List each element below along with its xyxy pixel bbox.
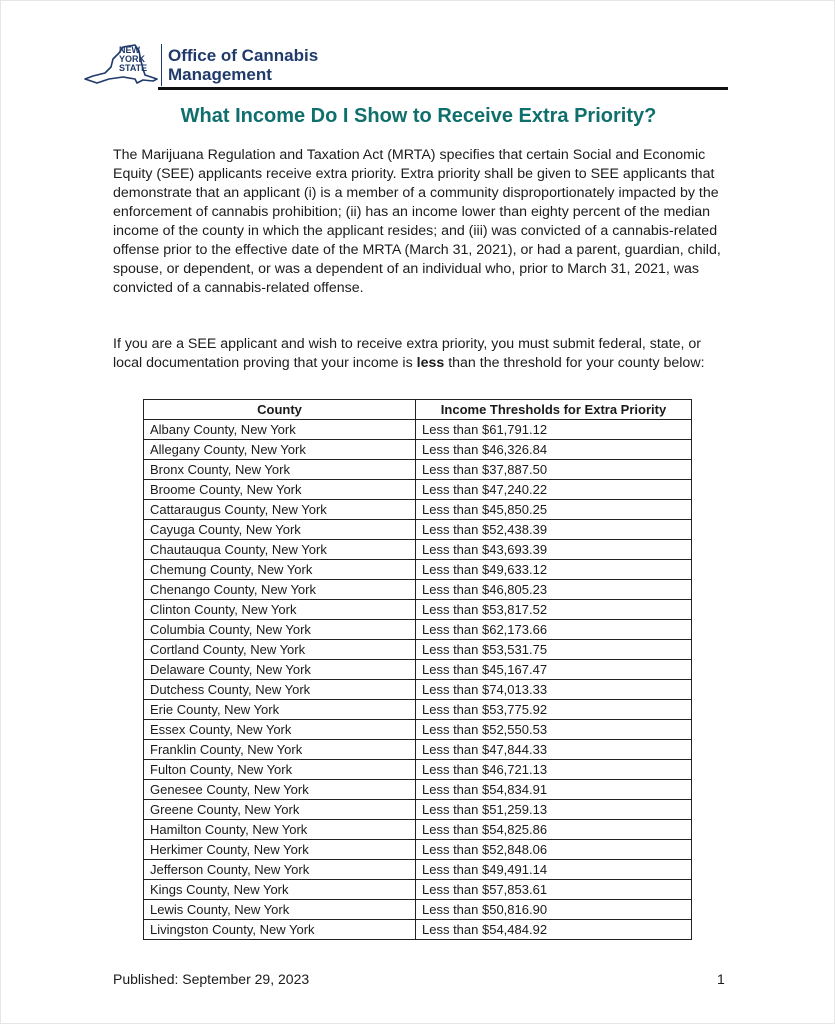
county-cell: Albany County, New York <box>144 420 416 440</box>
office-name-line-2: Management <box>168 65 272 84</box>
table-row <box>144 820 692 840</box>
income-threshold-table <box>143 399 692 940</box>
county-cell: Erie County, New York <box>144 700 416 720</box>
county-cell: Cattaraugus County, New York <box>144 500 416 520</box>
table-row <box>144 720 692 740</box>
instructions-text-before: If you are a SEE applicant and wish to receive extra priority, you must submit federal, state, or local documentation proving that your income is <box>113 336 702 371</box>
county-cell: Herkimer County, New York <box>144 840 416 860</box>
table-row <box>144 680 692 700</box>
threshold-cell: Less than $46,721.13 <box>416 760 692 780</box>
threshold-cell: Less than $47,240.22 <box>416 480 692 500</box>
table-row <box>144 740 692 760</box>
threshold-cell: Less than $46,805.23 <box>416 580 692 600</box>
threshold-cell: Less than $52,550.53 <box>416 720 692 740</box>
table-row <box>144 560 692 580</box>
county-cell: Hamilton County, New York <box>144 820 416 840</box>
table-row <box>144 760 692 780</box>
state-logo-text <box>119 46 147 73</box>
instructions-paragraph <box>113 335 721 373</box>
table-row <box>144 880 692 900</box>
threshold-cell: Less than $43,693.39 <box>416 540 692 560</box>
threshold-cell: Less than $57,853.61 <box>416 880 692 900</box>
threshold-cell: Less than $53,531.75 <box>416 640 692 660</box>
table-row <box>144 660 692 680</box>
threshold-cell: Less than $47,844.33 <box>416 740 692 760</box>
county-cell: Allegany County, New York <box>144 440 416 460</box>
page-number: 1 <box>717 971 725 987</box>
county-cell: Delaware County, New York <box>144 660 416 680</box>
table-row <box>144 440 692 460</box>
table-row <box>144 840 692 860</box>
table-row <box>144 700 692 720</box>
county-cell: Broome County, New York <box>144 480 416 500</box>
county-cell: Fulton County, New York <box>144 760 416 780</box>
threshold-cell: Less than $50,816.90 <box>416 900 692 920</box>
county-cell: Essex County, New York <box>144 720 416 740</box>
table-row <box>144 500 692 520</box>
county-column-header: County <box>144 400 416 420</box>
state-logo-line-2: YORK <box>119 54 146 64</box>
threshold-cell: Less than $54,834.91 <box>416 780 692 800</box>
threshold-cell: Less than $61,791.12 <box>416 420 692 440</box>
instructions-bold-word: less <box>416 355 445 371</box>
header-rule <box>158 87 728 90</box>
threshold-cell: Less than $49,491.14 <box>416 860 692 880</box>
table-row <box>144 540 692 560</box>
county-cell: Jefferson County, New York <box>144 860 416 880</box>
county-cell: Columbia County, New York <box>144 620 416 640</box>
table-row <box>144 480 692 500</box>
county-cell: Chenango County, New York <box>144 580 416 600</box>
threshold-cell: Less than $74,013.33 <box>416 680 692 700</box>
table-row <box>144 600 692 620</box>
table-row <box>144 800 692 820</box>
threshold-cell: Less than $54,825.86 <box>416 820 692 840</box>
threshold-cell: Less than $46,326.84 <box>416 440 692 460</box>
county-cell: Lewis County, New York <box>144 900 416 920</box>
threshold-cell: Less than $54,484.92 <box>416 920 692 940</box>
threshold-cell: Less than $53,775.92 <box>416 700 692 720</box>
threshold-cell: Less than $52,438.39 <box>416 520 692 540</box>
threshold-cell: Less than $52,848.06 <box>416 840 692 860</box>
state-logo-line-3: STATE <box>119 63 148 73</box>
page-title: What Income Do I Show to Receive Extra Priority? <box>180 105 657 127</box>
county-cell: Cortland County, New York <box>144 640 416 660</box>
table-row <box>144 900 692 920</box>
threshold-cell: Less than $37,887.50 <box>416 460 692 480</box>
table-row <box>144 920 692 940</box>
office-name <box>168 46 318 84</box>
table-row <box>144 620 692 640</box>
threshold-cell: Less than $49,633.12 <box>416 560 692 580</box>
threshold-cell: Less than $45,167.47 <box>416 660 692 680</box>
county-cell: Greene County, New York <box>144 800 416 820</box>
table-row <box>144 420 692 440</box>
county-cell: Livingston County, New York <box>144 920 416 940</box>
threshold-cell: Less than $62,173.66 <box>416 620 692 640</box>
new-york-state-logo <box>83 43 161 87</box>
county-cell: Franklin County, New York <box>144 740 416 760</box>
office-name-line-1: Office of Cannabis <box>168 46 319 65</box>
table-header-row <box>144 400 692 420</box>
table-row <box>144 860 692 880</box>
county-cell: Bronx County, New York <box>144 460 416 480</box>
county-cell: Genesee County, New York <box>144 780 416 800</box>
header <box>83 41 318 89</box>
table-row <box>144 580 692 600</box>
table-row <box>144 780 692 800</box>
table-row <box>144 640 692 660</box>
state-logo-line-1: NEW <box>119 45 140 55</box>
instructions-text-after: than the threshold for your county below: <box>444 355 705 371</box>
threshold-cell: Less than $53,817.52 <box>416 600 692 620</box>
published-date: Published: September 29, 2023 <box>113 971 310 987</box>
threshold-column-header: Income Thresholds for Extra Priority <box>416 400 692 420</box>
threshold-cell: Less than $45,850.25 <box>416 500 692 520</box>
county-cell: Cayuga County, New York <box>144 520 416 540</box>
county-cell: Dutchess County, New York <box>144 680 416 700</box>
intro-paragraph: The Marijuana Regulation and Taxation Act (MRTA) specifies that certain Social and Economic Equity (SEE) applicants receive extra priority. Extra priority shall be given to SEE applicants that demonstrate that an applicant (i) is a member of a community disproportionately impacted by the enforcement of cannabis prohibition; (ii) has an income lower than eighty percent of the median income of the county in which the applicant resides; and (iii) was convicted of a cannabis-related offense prior to the effective date of the MRTA (March 31, 2021), or had a parent, guardian, child, spouse, or dependent, or was a dependent of an individual who, prior to March 31, 2021, was convicted of a cannabis-related offense. <box>113 147 721 296</box>
county-cell: Kings County, New York <box>144 880 416 900</box>
county-cell: Clinton County, New York <box>144 600 416 620</box>
header-divider <box>161 44 162 86</box>
county-cell: Chemung County, New York <box>144 560 416 580</box>
table-row <box>144 520 692 540</box>
county-cell: Chautauqua County, New York <box>144 540 416 560</box>
table-body <box>144 420 692 940</box>
threshold-cell: Less than $51,259.13 <box>416 800 692 820</box>
table-row <box>144 460 692 480</box>
